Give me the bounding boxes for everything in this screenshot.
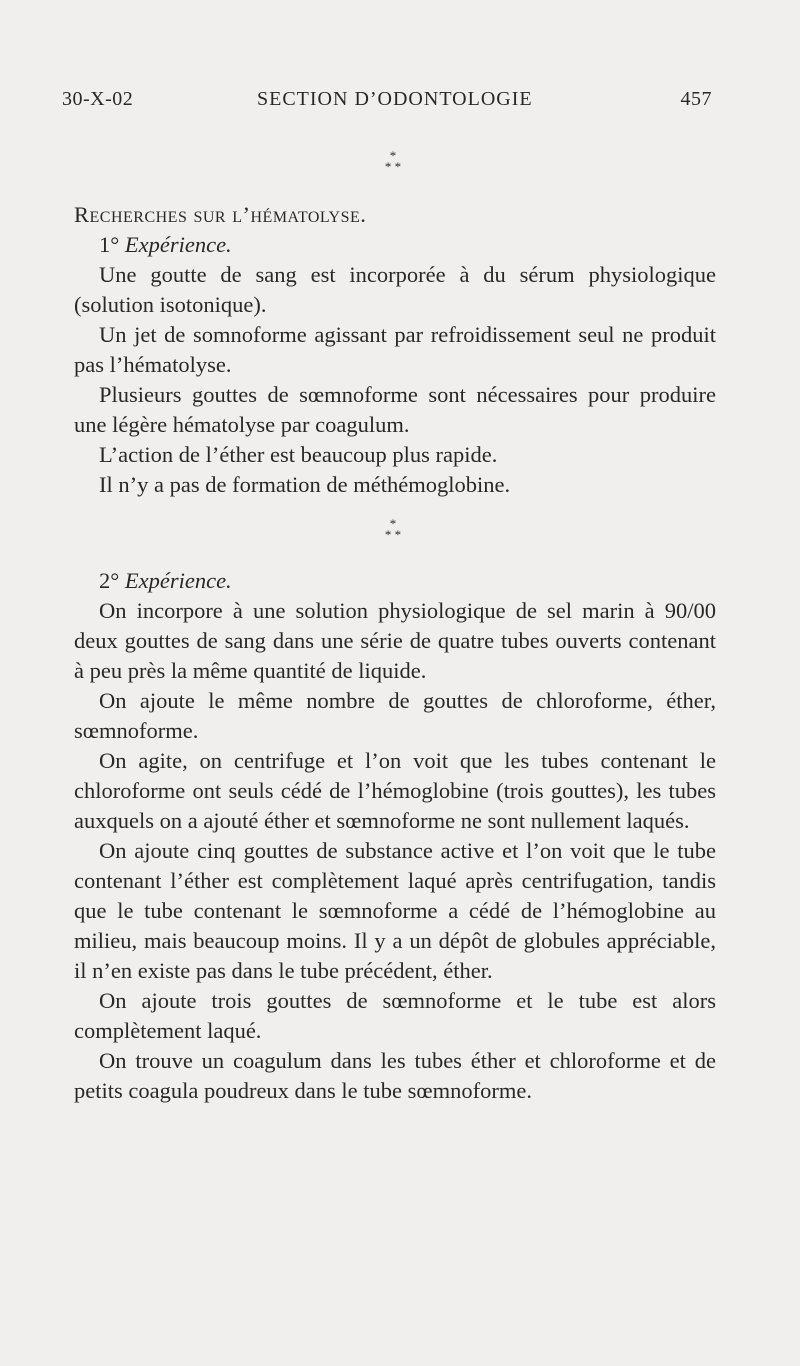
paragraph: Une goutte de sang est incorporée à du sérum physiologique (solution isotonique).: [74, 262, 716, 317]
asterism-top: *: [389, 516, 397, 531]
asterism-bottom: * *: [384, 159, 402, 174]
paragraph: Il n’y a pas de formation de méthémoglobine.: [99, 472, 511, 497]
paragraph: Plusieurs gouttes de sœmnoforme sont nécessaires pour produire une légère hématolyse par coagulum.: [74, 382, 716, 437]
section-hematolyse: [74, 200, 716, 500]
asterism-separator: [363, 518, 423, 540]
paragraph: On agite, on centrifuge et l’on voit que les tubes contenant le chloroforme ont seuls cédé de l’hémoglobine (trois gouttes), les tubes auxquels on a ajouté éther et sœmnoforme ne sont nullement laqués.: [74, 748, 716, 833]
paragraph: On ajoute cinq gouttes de substance active et l’on voit que le tube contenant l’éther est complètement laqué après centrifugation, tandis que le tube contenant le sœmnoforme a cédé de l’hémoglobine au milieu, mais beaucoup moins. Il y a un dépôt de globules appréciable, il n’en existe pas dans le tube précédent, éther.: [74, 838, 716, 983]
experiment-label: Expérience.: [124, 232, 232, 257]
paragraph: On trouve un coagulum dans les tubes éther et chloroforme et de petits coagula poudreux dans le tube sœmnoforme.: [74, 1048, 716, 1103]
paragraph: On incorpore à une solution physiologique de sel marin à 90/00 deux gouttes de sang dans une série de quatre tubes ouverts contenant à peu près la même quantité de liquide.: [74, 598, 716, 683]
asterism-separator: [363, 150, 423, 172]
section-experiment-2: [74, 566, 716, 1106]
section-title: Recherches sur l’hématolyse.: [74, 202, 367, 227]
paragraph: On ajoute trois gouttes de sœmnoforme et le tube est alors complètement laqué.: [74, 988, 716, 1043]
experiment-number: 1°: [99, 232, 120, 257]
page-number: 457: [680, 88, 712, 110]
header-date: 30-X-02: [62, 88, 134, 110]
experiment-label: Expérience.: [124, 568, 232, 593]
header-section-title: SECTION D’ODONTOLOGIE: [257, 88, 533, 110]
asterism-top: *: [389, 148, 397, 163]
experiment-number: 2°: [99, 568, 120, 593]
experiment-heading: [74, 566, 716, 596]
paragraph: L’action de l’éther est beaucoup plus rapide.: [99, 442, 498, 467]
paragraph: On ajoute le même nombre de gouttes de chloroforme, éther, sœmnoforme.: [74, 688, 716, 743]
experiment-heading: [74, 230, 716, 260]
asterism-bottom: * *: [384, 527, 402, 542]
running-header: [62, 88, 712, 118]
paragraph: Un jet de somnoforme agissant par refroidissement seul ne produit pas l’hématolyse.: [74, 322, 716, 377]
